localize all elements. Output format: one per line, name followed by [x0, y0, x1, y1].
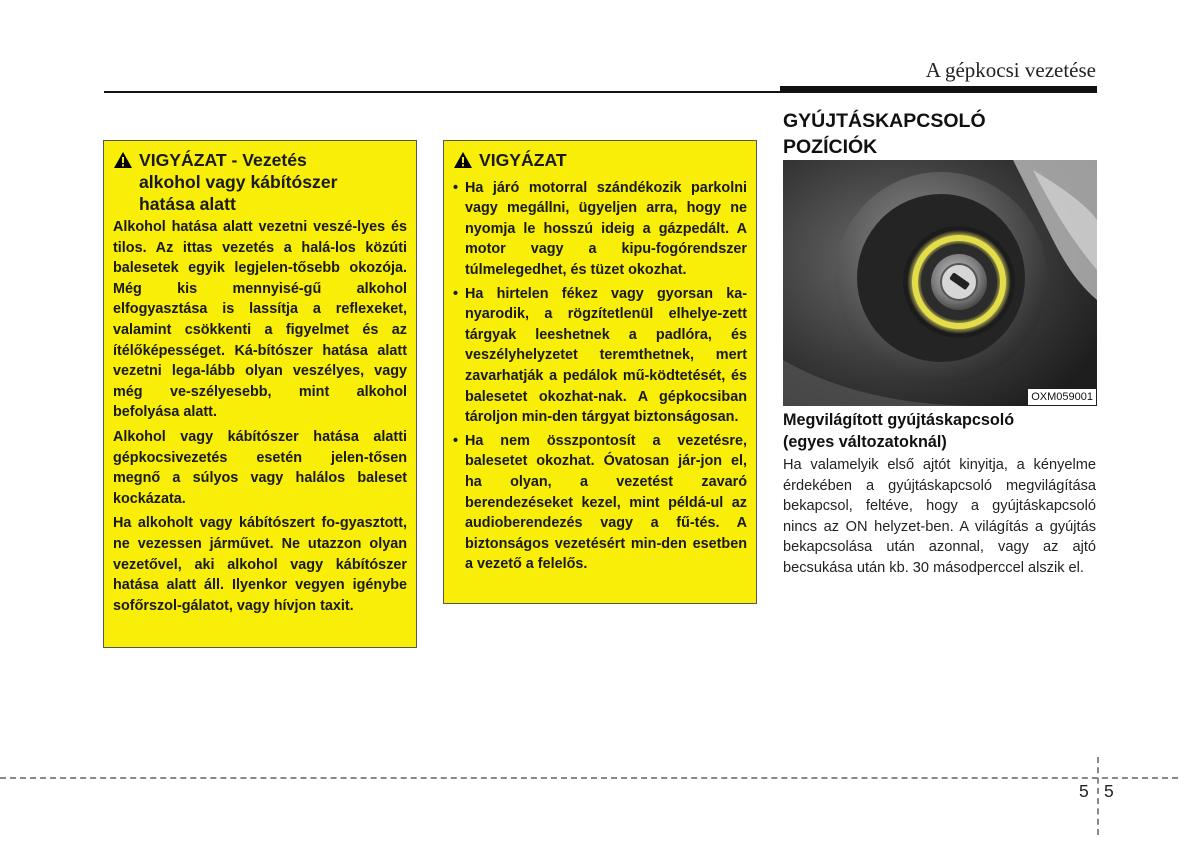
section-title: A gépkocsi vezetése: [925, 58, 1096, 82]
alcohol-warning-box: [103, 140, 417, 648]
warning-title: VIGYÁZAT: [479, 150, 567, 170]
bullet-text: Ha nem összpontosít a vezetésre, balesetet okozhat. Óvatosan jár-jon el, ha olyan, a vezetést zavaró berendezéseket kezel, mint példá-ul az audioberendezés vagy a fű-tés. A biztonságos vezetésért min-den esetben a vezető a felelős.: [465, 432, 747, 573]
ignition-body-text: Ha valamelyik első ajtót kinyitja, a kényelme érdekében a gyújtáskapcsoló megvilágítása bekapcsol, feltéve, hogy a gyújtáskapcsoló nincs az ON helyzet-ben. A világítás a gyújtás bekapcsolása után azonnal, vagy az ajtó becsukása után kb. 30 másodperccel alszik el.: [783, 457, 1096, 576]
subheading-line: (egyes változatoknál): [783, 432, 947, 451]
header-rule-thick: [780, 86, 1097, 93]
illuminated-ignition-subheading: [783, 410, 1097, 453]
header-rule: [104, 91, 780, 93]
warning-triangle-icon: [453, 151, 479, 176]
ignition-heading: [783, 108, 1083, 160]
warning-title: [139, 149, 338, 215]
list-item: [453, 284, 747, 428]
ignition-switch-photo: [783, 160, 1097, 406]
bullet-text: Ha hirtelen fékez vagy gyorsan ka-nyarodik, a rögzítetlenül elhelye-zett tárgyak leeshetnek a padlóra, és veszélyhelyzetet teremthetnek, mert zavarhatják a pedálok mű-ködtetését, és balesetet okozhat-nak. A gépkocsiban tároljon min-den tárgyat biztonságosan.: [465, 285, 747, 426]
warning-paragraph: Alkohol hatása alatt vezetni veszé-lyes és tilos. Az ittas vezetés a halá-los közúti balesetek egyik legjelen-tősebb okozója. Még kis mennyisé-gű alkohol elfogyasztása is lassítja a reflexeket, valamint csökkenti a figyelmet és az ítélőképességet. Ká-bítószer hatása alatt vezetni lega-lább olyan veszélyes, vagy még ve-szélyesebb, mint alkohol befolyása alatt.: [113, 219, 407, 421]
bullet-icon: •: [453, 285, 459, 302]
chapter-number: 5: [1079, 781, 1089, 801]
heading-line: GYÚJTÁSKAPCSOLÓ: [783, 110, 986, 132]
bullet-icon: •: [453, 432, 459, 449]
warning-title-line: alkohol vagy kábítószer: [139, 172, 338, 192]
warning-title-line: VIGYÁZAT - Vezetés: [139, 150, 307, 170]
subheading-line: Megvilágított gyújtáskapcsoló: [783, 411, 1015, 429]
warning-paragraph: Alkohol vagy kábítószer hatása alatti gépkocsivezetés esetén jelen-tősen megnő a súlyos vagy halálos baleset kockázata.: [113, 428, 407, 507]
photo-code-label: OXM059001: [1028, 389, 1096, 405]
general-warning-box: [443, 140, 757, 604]
footer-vertical-divider: [1097, 757, 1099, 835]
footer-dashed-rule: [0, 777, 1178, 779]
ignition-switch-illustration: [783, 160, 1097, 406]
warning-header: [453, 149, 747, 176]
warning-paragraph: Ha alkoholt vagy kábítószert fo-gyasztott, ne vezessen járművet. Ne utazzon olyan vezetővel, aki alkohol vagy kábítószer hatása alatt áll. Ilyenkor vegyen igénybe sofőrszol-gálatot, vagy hívjon taxit.: [113, 515, 407, 614]
warning-bullet-list: [453, 178, 747, 575]
bullet-icon: •: [453, 179, 459, 196]
warning-header: [113, 149, 407, 215]
list-item: [453, 431, 747, 575]
warning-title-line: hatása alatt: [139, 194, 236, 214]
heading-line: POZÍCIÓK: [783, 136, 878, 158]
bullet-text: Ha járó motorral szándékozik parkolni vagy megállni, ügyeljen arra, hogy ne nyomja le hosszú ideig a gázpedált. A motor vagy a kipu-fogórendszer túlmelegedhet, és tüzet okozhat.: [465, 179, 747, 278]
warning-triangle-icon: [113, 151, 139, 176]
list-item: [453, 178, 747, 281]
page-number: 5: [1104, 781, 1114, 801]
